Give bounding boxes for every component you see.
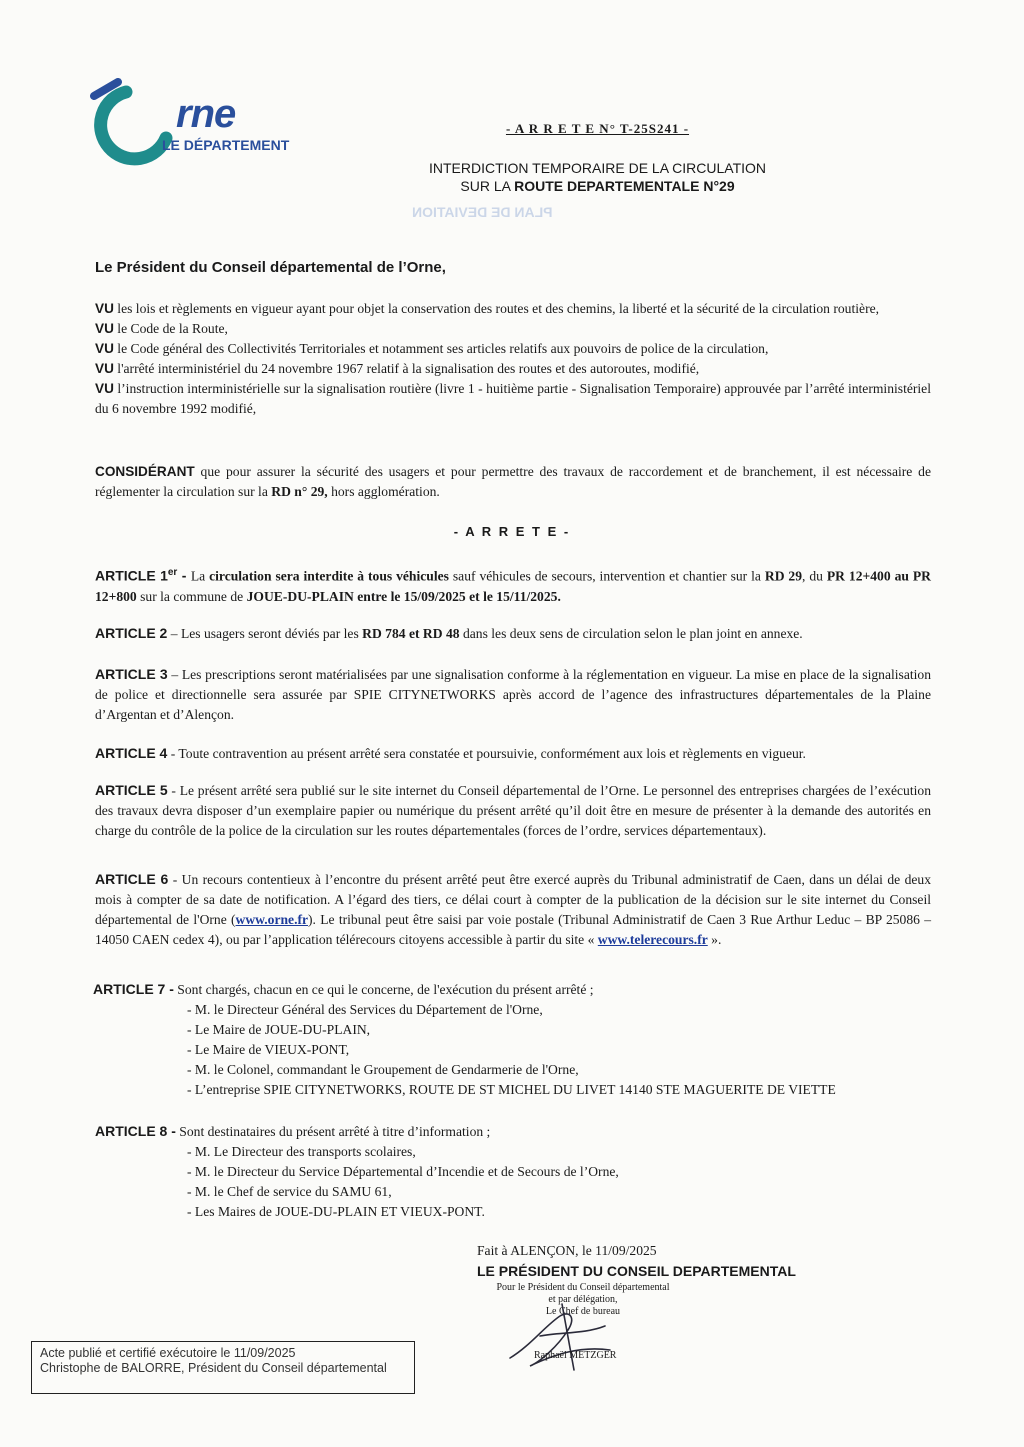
handwritten-signature <box>500 1296 640 1376</box>
article-8-intro: ARTICLE 8 - Sont destinataires du présent arrêté à titre d’information ; <box>95 1123 491 1139</box>
logo-wordmark: rne <box>176 92 236 136</box>
article-5: ARTICLE 5 - Le présent arrêté sera publié sur le site internet du Conseil départemental de l’Orne. Le personnel des entreprises chargées de l’exécution des travaux devra disposer d’un exemplaire papier ou numérique du présent arrêté qu’il doit être en mesure de présenter à la demande des autorités en charge du contrôle de la police de la circulation sur les routes départementales (forces de l’ordre, services départementaux). <box>95 782 931 838</box>
considerant-paragraph: CONSIDÉRANT que pour assurer la sécurité des usagers et pour permettre des travaux de raccordement et de branchement, il est nécessaire de réglementer la circulation sur la RD n° 29, hors agglomération. <box>95 464 931 499</box>
publication-stamp <box>31 1341 415 1394</box>
list-item: - M. le Colonel, commandant le Groupement de Gendarmerie de l'Orne, <box>187 1062 579 1077</box>
decree-reference: - A R R E T E N° T-25S241 - <box>505 121 690 136</box>
delegation-stamp: Pour le Président du Conseil départemental et par délégation, Le Chef de bureau <box>496 1282 670 1317</box>
vu-item: VU les lois et règlements en vigueur ayant pour objet la conservation des routes et des chemins, la liberté et la sécurité de la circulation routière, <box>95 301 880 316</box>
list-item: - M. Le Directeur des transports scolaires, <box>187 1144 416 1159</box>
list-item: - M. le Directeur du Service Départemental d’Incendie et de Secours de l’Orne, <box>187 1164 619 1179</box>
article-7 <box>93 979 953 1100</box>
decree-title-line1: INTERDICTION TEMPORAIRE DE LA CIRCULATION <box>428 160 767 176</box>
stamp-line-1: Acte publié et certifié exécutoire le 11/09/2025 <box>40 1346 296 1360</box>
vu-item: VU le Code général des Collectivités Territoriales et notamment ses articles relatifs aux pouvoirs de police de la circulation, <box>95 341 769 356</box>
bleed-through-text: PLAN DE DEVIATION <box>412 204 553 220</box>
article-6: ARTICLE 6 - Un recours contentieux à l’encontre du présent arrêté peut être exercé auprès du Tribunal administratif de Caen, dans un délai de deux mois à compter de sa date de notification. A l’égard des tiers, ce délai court à compter de la publication de la décision sur le site internet du Conseil départemental de l'Orne (www.orne.fr). Le tribunal peut être saisi par voie postale (Tribunal Administratif de Caen 3 Rue Arthur Leduc – BP 25086 – 14050 CAEN cedex 4), ou par l’application télérecours citoyens accessible à partir du site « www.telerecours.fr ». <box>95 871 931 947</box>
article-3: ARTICLE 3 – Les prescriptions seront matérialisées par une signalisation conforme à la réglementation en vigueur. La mise en place de la signalisation de police et directionnelle sera assurée par SPIE CITYNETWORKS après accord de l’agence des infrastructures départementales de la Plaine d’Argentan et d’Alençon. <box>95 666 931 722</box>
list-item: - M. le Directeur Général des Services du Département de l'Orne, <box>187 1002 543 1017</box>
article-2: ARTICLE 2 – Les usagers seront déviés par les RD 784 et RD 48 dans les deux sens de circulation selon le plan joint en annexe. <box>95 625 803 641</box>
arrete-heading: - A R R E T E - <box>453 524 571 539</box>
telerecours-link[interactable]: www.telerecours.fr <box>597 932 708 947</box>
list-item: - L’entreprise SPIE CITYNETWORKS, ROUTE DE ST MICHEL DU LIVET 14140 STE MAGUERITE DE VIETTE <box>187 1082 836 1097</box>
vu-item: VU le Code de la Route, <box>95 321 228 336</box>
place-and-date: Fait à ALENÇON, le 11/09/2025 <box>477 1243 657 1258</box>
decree-title-line2: SUR LA ROUTE DEPARTEMENTALE N°29 <box>460 178 735 194</box>
vu-item: VU l'arrêté interministériel du 24 novembre 1967 relatif à la signalisation des routes et des autoroutes, modifié, <box>95 361 700 376</box>
list-item: - Le Maire de JOUE-DU-PLAIN, <box>187 1022 371 1037</box>
article-7-intro: ARTICLE 7 - Sont chargés, chacun en ce qui le concerne, de l'exécution du présent arrêté ; <box>93 981 594 997</box>
article-4: ARTICLE 4 - Toute contravention au présent arrêté sera constatée et poursuivie, conformément aux lois et règlements en vigueur. <box>95 745 806 761</box>
list-item: - M. le Chef de service du SAMU 61, <box>187 1184 392 1199</box>
stamp-line-2: Christophe de BALORRE, Président du Conseil départemental <box>40 1361 387 1375</box>
vu-item: VU l’instruction interministérielle sur la signalisation routière (livre 1 - huitième partie - Signalisation Temporaire) approuvée par l’arrêté interministériel du 6 novembre 1992 modifié, <box>95 381 931 416</box>
signatory-title: LE PRÉSIDENT DU CONSEIL DEPARTEMENTAL <box>477 1263 796 1279</box>
logo-subtitle: LE DÉPARTEMENT <box>162 137 290 153</box>
article-8 <box>95 1121 955 1222</box>
vu-section <box>95 299 931 419</box>
list-item: - Le Maire de VIEUX-PONT, <box>187 1042 350 1057</box>
president-heading: Le Président du Conseil départemental de l’Orne, <box>95 259 446 276</box>
list-item: - Les Maires de JOUE-DU-PLAIN ET VIEUX-PONT. <box>187 1204 485 1219</box>
orne-website-link[interactable]: www.orne.fr <box>235 912 309 927</box>
article-1: ARTICLE 1er - La circulation sera interdite à tous véhicules sauf véhicules de secours, intervention et chantier sur la RD 29, du PR 12+400 au PR 12+800 sur la commune de JOUE-DU-PLAIN entre le 15/09/2025 et le 15/11/2025. <box>95 567 931 604</box>
signatory-name: Raphaël METZGER <box>534 1350 617 1361</box>
